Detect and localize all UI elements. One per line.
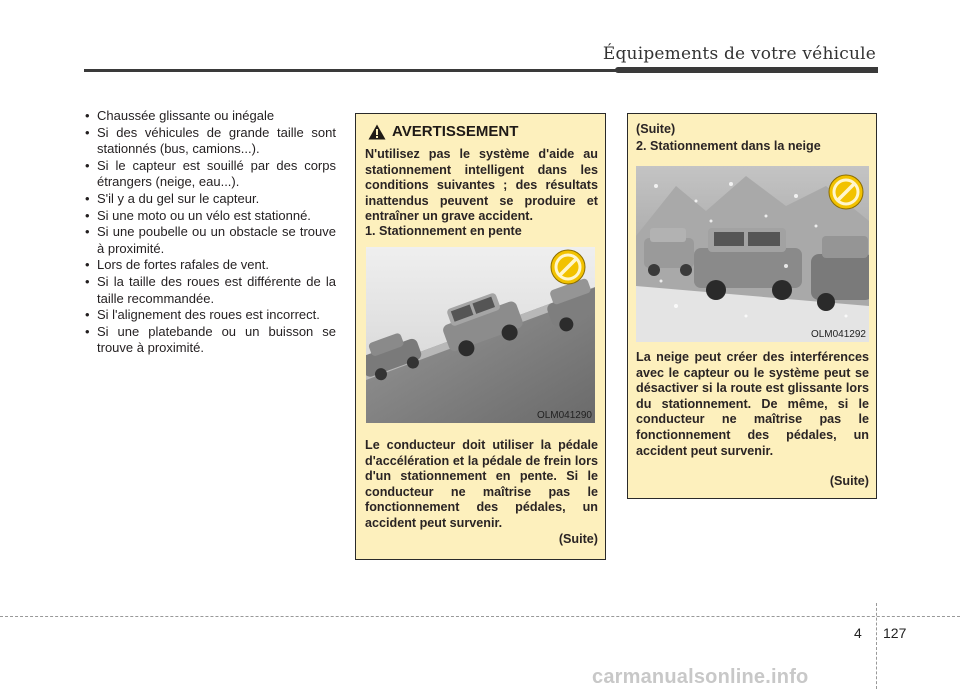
continued-top-label: (Suite) [636,122,676,136]
warning-body: La neige peut créer des interférences avec le capteur ou le système peut se désactiver si la route est glissante lors du stationnement. De même, si le conducteur ne maîtrise pas le fonctionnement des pédales, un accident peut survenir. [636,350,869,458]
list-item: • Chaussée glissante ou inégale [80,108,336,125]
subheading-snow: 2. Stationnement dans la neige [636,139,821,153]
footer-divider [876,603,878,689]
watermark: carmanualsonline.info [592,666,809,688]
warning-intro: N'utilisez pas le système d'aide au stationnement intelligent dans les conditions suivantes ; des résultats inattendus peuvent se produire et entraîner un grave accident. [365,147,598,224]
warning-body: Le conducteur doit utiliser la pédale d'accélération et la pédale de frein lors d'un stationnement en pente. Si le conducteur ne maîtrise pas le fonctionnement des pédales, un accident peut survenir. [365,438,598,530]
snow-parking-illustration [636,166,869,342]
list-item: • Si des véhicules de grande taille sont stationnés (bus, camions...). [80,125,336,158]
list-item: • Si l'alignement des roues est incorrect. [80,307,336,324]
prohibition-icon [829,175,863,209]
prohibition-icon [551,250,585,284]
list-item: • Si la taille des roues est différente de la taille recommandée. [80,274,336,307]
conditions-list [80,108,336,357]
list-item: • Si une poubelle ou un obstacle se trouve à proximité. [80,224,336,257]
image-code: OLM041290 [536,410,592,421]
list-item: • Si le capteur est souillé par des corps étrangers (neige, eau...). [80,158,336,191]
warning-title: AVERTISSEMENT [392,123,519,140]
list-item: • Lors de fortes rafales de vent. [80,257,336,274]
warning-box-slope [355,113,606,560]
list-item: • Si une platebande ou un buisson se trouve à proximité. [80,324,336,357]
warning-triangle-icon [368,124,386,140]
continued-label: (Suite) [829,474,869,488]
page-number: 127 [883,625,907,641]
subheading-slope: 1. Stationnement en pente [365,224,522,238]
slope-parking-illustration [366,247,595,423]
list-item: • S'il y a du gel sur le capteur. [80,191,336,208]
section-title: Équipements de votre véhicule [602,44,876,64]
footer-rule [0,616,960,617]
chapter-number: 4 [854,625,862,641]
continued-label: (Suite) [558,532,598,546]
header-rule-tab [615,67,878,73]
warning-box-snow [627,113,877,499]
warning-heading [368,123,605,140]
image-code: OLM041292 [810,329,866,340]
list-item: • Si une moto ou un vélo est stationné. [80,208,336,225]
